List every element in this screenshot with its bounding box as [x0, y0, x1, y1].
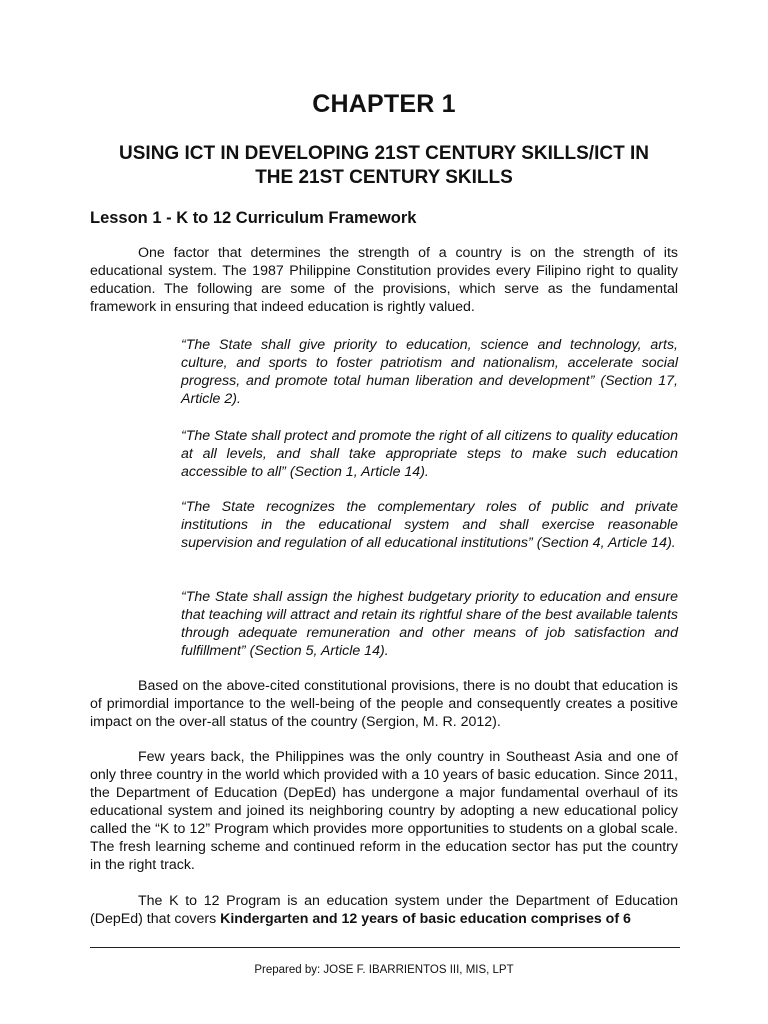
chapter-heading: CHAPTER 1: [312, 90, 456, 118]
footer-divider: [90, 947, 680, 948]
footer-credit: Prepared by: JOSE F. IBARRIENTOS III, MIS, LPT: [254, 964, 514, 976]
chapter-title-line-2: THE 21ST CENTURY SKILLS: [255, 167, 513, 188]
quote-section-17: “The State shall give priority to education, science and technology, arts, culture, and sports to foster patriotism and nationalism, accelerate social progress, and promote total human liberation and development” (Section 17, Article 2).: [181, 337, 678, 407]
paragraph-k12-program: [90, 892, 678, 928]
lesson-heading: Lesson 1 - K to 12 Curriculum Framework: [90, 209, 417, 227]
quote-section-5: “The State shall assign the highest budgetary priority to education and ensure that teaching will attract and retain its rightful share of the best available talents through adequate remuneration and other means of job satisfaction and fulfillment” (Section 5, Article 14).: [181, 589, 678, 659]
k12-program-text: The K to 12 Program is an education system under the Department of Education (DepEd) that covers: [90, 893, 678, 927]
k12-program-bold-text: Kindergarten and 12 years of basic education comprises of 6: [220, 911, 631, 927]
quote-section-4: “The State recognizes the complementary roles of public and private institutions in the educational system and shall exercise reasonable supervision and regulation of all educational institutions” (Section 4, Article 14).: [181, 499, 678, 551]
paragraph-constitutional: Based on the above-cited constitutional provisions, there is no doubt that education is of primordial importance to the well-being of the people and consequently creates a positive impact on the over-all status of the country (Sergion, M. R. 2012).: [90, 678, 678, 730]
chapter-title: [60, 142, 708, 190]
paragraph-k12-history: Few years back, the Philippines was the only country in Southeast Asia and one of only three country in the world which provided with a 10 years of basic education. Since 2011, the Department of Education (DepEd) has undergone a major fundamental overhaul of its educational system and joined its neighboring country by adopting a new educational policy called the “K to 12” Program which provides more opportunities to students on a global scale. The fresh learning scheme and continued reform in the education sector has put the country in the right track.: [90, 749, 678, 873]
quote-section-1: “The State shall protect and promote the right of all citizens to quality education at all levels, and shall take appropriate steps to make such education accessible to all” (Section 1, Article 14).: [181, 428, 678, 480]
chapter-title-line-1: USING ICT IN DEVELOPING 21ST CENTURY SKILLS/ICT IN: [119, 143, 649, 164]
intro-paragraph: One factor that determines the strength of a country is on the strength of its educational system. The 1987 Philippine Constitution provides every Filipino right to quality education. The following are some of the provisions, which serve as the fundamental framework in ensuring that indeed education is rightly valued.: [90, 245, 678, 315]
